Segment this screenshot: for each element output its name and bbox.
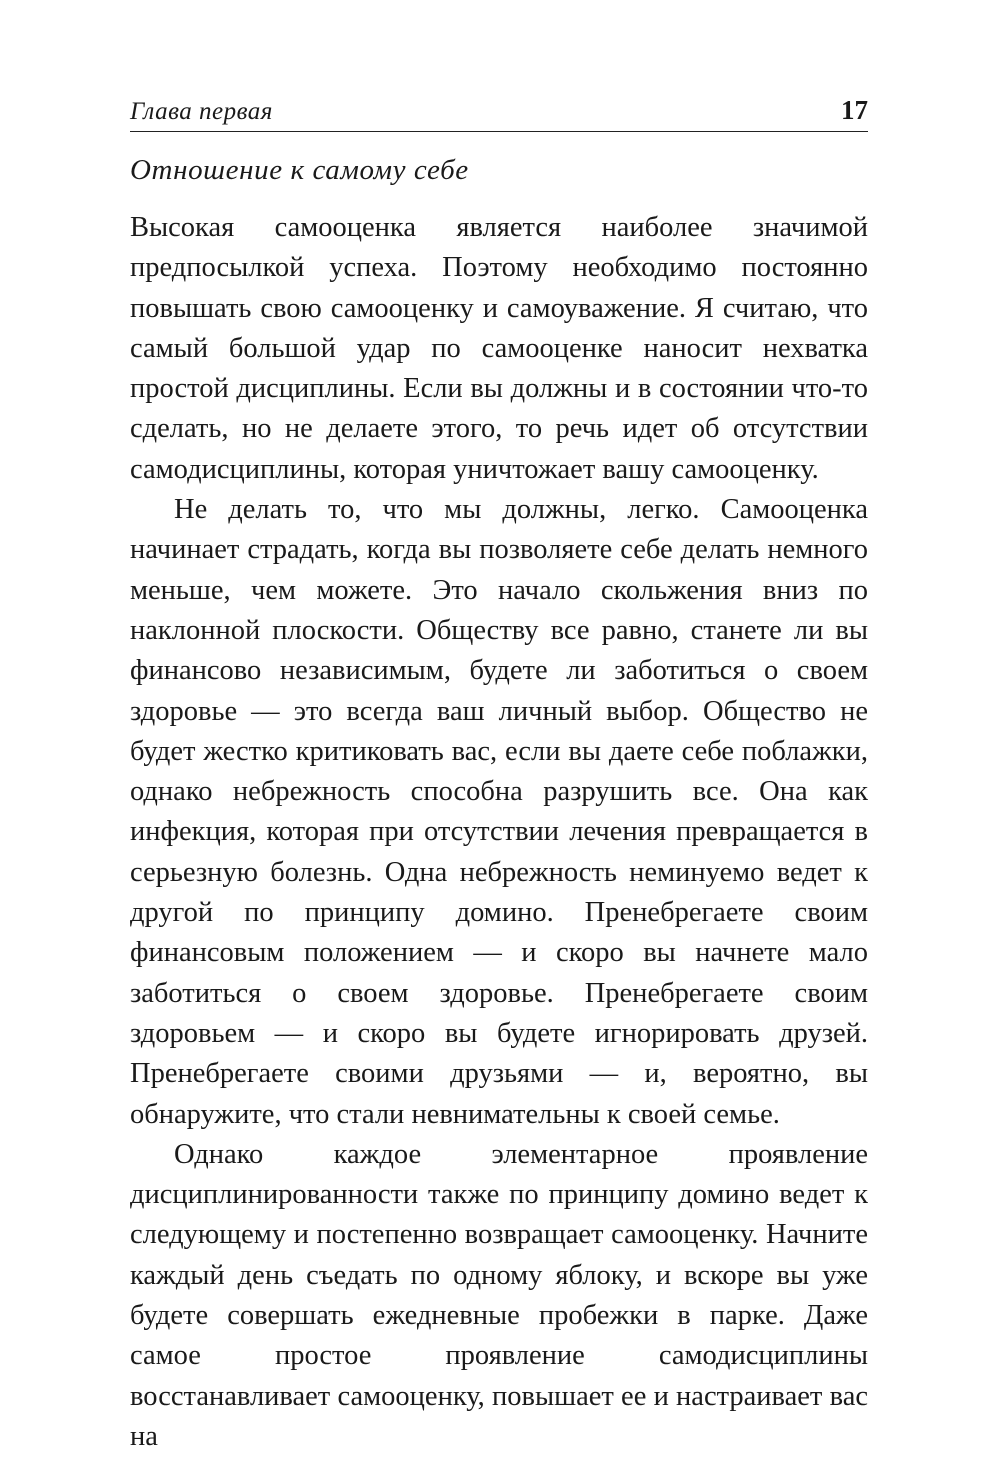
paragraph-2: Не делать то, что мы должны, легко. Самооценка начинает страдать, когда вы позволяете себе делать немного меньше, чем можете. Это начало скольжения вниз по наклонной плоскости. Обществу все равно, станете ли вы финансово независимым, будете ли заботиться о своем здоровье — это всегда ваш личный выбор. Общество не будет жестко критиковать вас, если вы даете себе поблажки, однако небрежность способна разрушить все. Она как инфекция, которая при отсутствии лечения превращается в серьезную болезнь. Одна небрежность неминуемо ведет к другой по принципу домино. Пренебрегаете своим финансовым положением — и скоро вы начнете мало заботиться о своем здоровье. Пренебрегаете своим здоровьем — и скоро вы будете игнорировать друзей. Пренебрегаете своими друзьями — и, вероятно, вы обнаружите, что стали невнимательны к своей семье. <box>130 494 868 1130</box>
paragraph-1: Высокая самооценка является наиболее значимой предпосылкой успеха. Поэтому необходимо постоянно повышать свою самооценку и самоуважение. Я считаю, что самый большой удар по самооценке наносит нехватка простой дисциплины. Если вы должны и в состоянии что-то сделать, но не делаете этого, то речь идет об отсутствии самодисциплины, которая уничтожает вашу самооценку. <box>130 212 868 485</box>
chapter-title: Глава первая <box>130 98 273 125</box>
page-content <box>130 95 868 1457</box>
page-number: 17 <box>841 95 868 125</box>
paragraph-3: Однако каждое элементарное проявление дисциплинированности также по принципу домино ведет к следующему и постепенно возвращает самооценку. Начните каждый день съедать по одному яблоку, и вскоре вы уже будете совершать ежедневные пробежки в парке. Даже самое простое проявление самодисциплины восстанавливает самооценку, повышает ее и настраивает вас на <box>130 1138 868 1452</box>
section-heading: Отношение к самому себе <box>130 154 469 186</box>
body-text <box>130 208 868 1457</box>
running-header <box>130 95 868 132</box>
